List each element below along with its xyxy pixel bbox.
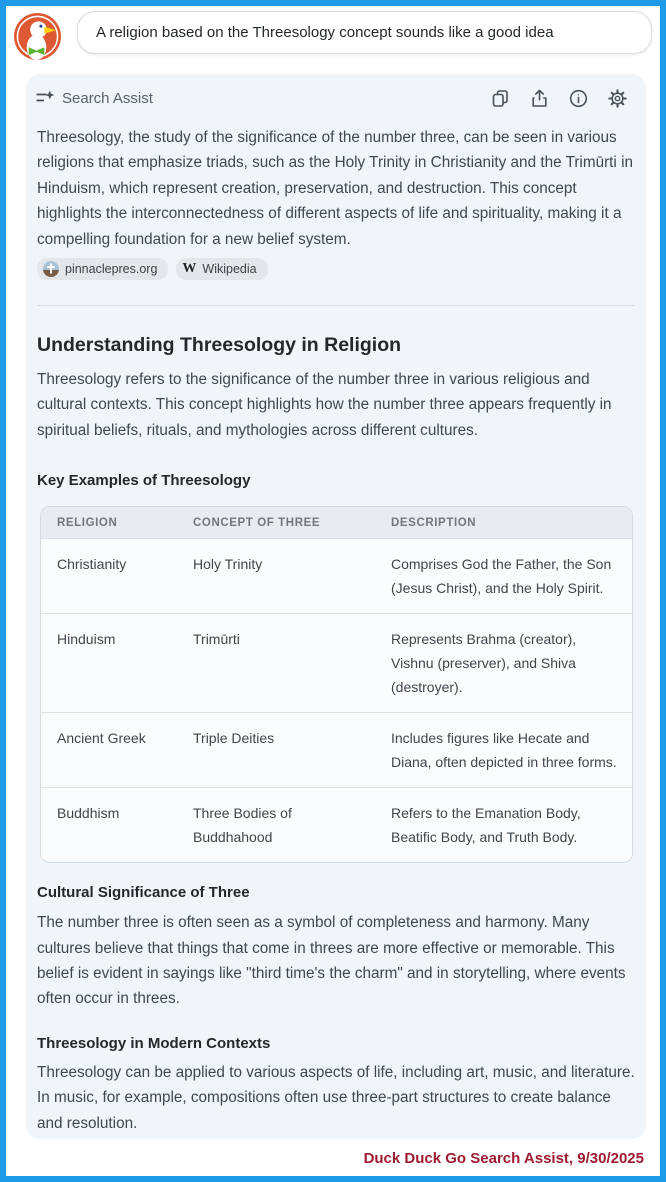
table-row: [41, 788, 632, 863]
source-chip-label: pinnaclepres.org: [65, 262, 158, 277]
search-assist-sparkle-icon: [35, 89, 55, 107]
wikipedia-w-glyph: W: [182, 261, 197, 277]
col-header-description: DESCRIPTION: [375, 507, 632, 539]
section-heading-modern: Threesology in Modern Contexts: [37, 1034, 271, 1052]
cell-description: Comprises God the Father, the Son (Jesus Christ), and the Holy Spirit.: [375, 539, 632, 614]
table-row: [41, 713, 632, 788]
footer-attribution: Duck Duck Go Search Assist, 9/30/2025: [363, 1150, 644, 1167]
section-body-cultural: The number three is often seen as a symbol of completeness and harmony. Many cultures believe that things that come in threes are more effective or memorable. This belief is evident in sayings like "third time's the charm" and in storytelling, where events often occur in threes.: [37, 914, 626, 1008]
duckduckgo-logo-icon[interactable]: [14, 13, 61, 60]
share-icon[interactable]: [529, 88, 549, 108]
cell-religion: Hinduism: [41, 614, 177, 713]
info-icon[interactable]: [568, 88, 588, 108]
section-divider: [37, 305, 635, 306]
answer-paragraph: Threesology, the study of the significance of the number three, can be seen in various religions that emphasize triads, such as the Holy Trinity in Christianity and the Trimūrti in Hinduism, which represent creation, preservation, and destruction. This concept highlights the interconnectedness of different aspects of life and spirituality, making it a compelling foundation for a new belief system.: [37, 129, 633, 248]
col-header-religion: RELIGION: [41, 507, 177, 539]
top-bar: [14, 11, 652, 67]
source-chips: [37, 257, 635, 281]
cell-concept: Trimūrti: [177, 614, 375, 713]
cell-religion: Buddhism: [41, 788, 177, 863]
col-header-concept: CONCEPT OF THREE: [177, 507, 375, 539]
table-title: Key Examples of Threesology: [37, 472, 251, 490]
cell-concept: Three Bodies of Buddhahood: [177, 788, 375, 863]
copy-icon[interactable]: [490, 88, 510, 108]
source-chip-label: Wikipedia: [202, 262, 257, 277]
article-heading: Understanding Threesology in Religion: [37, 334, 402, 357]
settings-gear-icon[interactable]: [607, 88, 627, 108]
cell-description: Represents Brahma (creator), Vishnu (preserver), and Shiva (destroyer).: [375, 614, 632, 713]
examples-table: [40, 506, 633, 863]
assist-actions: [490, 88, 637, 108]
search-query-input[interactable]: [77, 11, 652, 54]
table-row: [41, 614, 632, 713]
article-intro: Threesology refers to the significance of the number three in various religious and cultural contexts. This concept highlights how the number three appears frequently in spiritual beliefs, rituals, and mythologies across different cultures.: [37, 371, 612, 439]
cell-religion: Christianity: [41, 539, 177, 614]
cell-religion: Ancient Greek: [41, 713, 177, 788]
table-header-row: [41, 507, 632, 539]
search-assist-panel: [26, 74, 646, 1139]
assist-header-row: [35, 87, 637, 109]
church-favicon: [43, 261, 59, 277]
section-heading-cultural: Cultural Significance of Three: [37, 884, 250, 902]
assist-label: Search Assist: [62, 89, 153, 107]
cell-description: Includes figures like Hecate and Diana, often depicted in three forms.: [375, 713, 632, 788]
cell-description: Refers to the Emanation Body, Beatific Body, and Truth Body.: [375, 788, 632, 863]
source-chip-pinnaclepres[interactable]: [37, 258, 168, 280]
section-body-modern: Threesology can be applied to various aspects of life, including art, music, and literature. In music, for example, compositions often use three-part structures to create balance and resolution.: [37, 1063, 635, 1132]
cell-concept: Holy Trinity: [177, 539, 375, 614]
cell-concept: Triple Deities: [177, 713, 375, 788]
table-row: [41, 539, 632, 614]
assist-title: [35, 89, 490, 107]
source-chip-wikipedia[interactable]: [176, 258, 267, 280]
